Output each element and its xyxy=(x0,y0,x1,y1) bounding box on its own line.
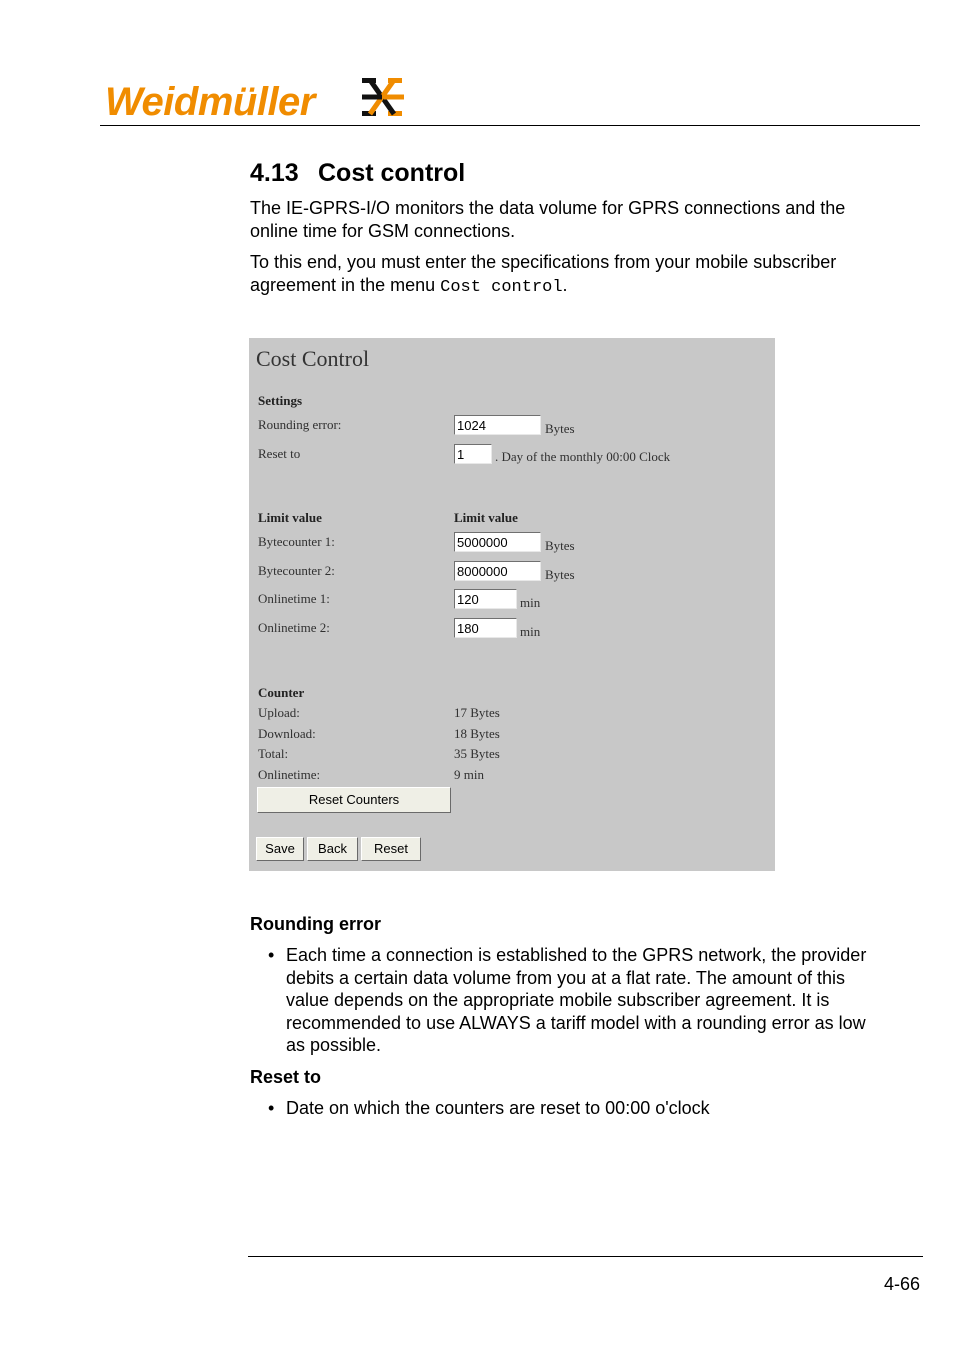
onlinetime-2-label: Onlinetime 2: xyxy=(258,620,330,635)
header-divider xyxy=(100,125,920,126)
bytecounter-2-unit: Bytes xyxy=(545,567,575,582)
onlinetime-2-input[interactable]: 180 xyxy=(454,618,517,638)
download-label: Download: xyxy=(258,726,316,741)
onlinetime-1-label: Onlinetime 1: xyxy=(258,591,330,606)
cost-control-panel xyxy=(249,338,775,871)
onlinetime-label: Onlinetime: xyxy=(258,767,321,782)
bytecounter-1-input[interactable]: 5000000 xyxy=(454,532,541,552)
section-number: 4.13 xyxy=(250,159,299,187)
bullet-dot-icon: • xyxy=(268,945,275,965)
menu-code: Cost control xyxy=(440,278,563,297)
bullet-dot-icon: • xyxy=(268,1098,275,1118)
rounding-error-text: Each time a connection is established to the GPRS network, the provider debits a certain data volume from you at a flat rate. The amount of this value depends on the appropriate mobile subscriber agreement. It is recommended to use ALWAYS a tariff model with a rounding error as low as possible. xyxy=(286,945,867,1055)
bytecounter-1-unit: Bytes xyxy=(545,538,575,553)
weidmuller-cross-logo-icon xyxy=(360,76,406,118)
reset-counters-button[interactable]: Reset Counters xyxy=(257,787,451,813)
reset-button[interactable]: Reset xyxy=(361,837,421,861)
section-heading xyxy=(250,158,465,188)
counter-heading: Counter xyxy=(258,685,305,700)
upload-label: Upload: xyxy=(258,705,300,720)
onlinetime-value: 9 min xyxy=(454,767,484,782)
reset-to-text: Date on which the counters are reset to 00:00 o'clock xyxy=(286,1098,710,1118)
save-button[interactable]: Save xyxy=(256,837,304,861)
reset-to-label: Reset to xyxy=(258,446,301,461)
limit-value-heading-left: Limit value xyxy=(258,510,322,525)
intro-paragraph-1: The IE-GPRS-I/O monitors the data volume for GPRS connections and the online time for GSM connections. xyxy=(250,198,846,241)
onlinetime-2-unit: min xyxy=(520,624,541,639)
intro-paragraph-2 xyxy=(250,251,870,299)
section-title: Cost control xyxy=(318,159,466,187)
onlinetime-1-unit: min xyxy=(520,595,541,610)
bytecounter-1-label: Bytecounter 1: xyxy=(258,534,335,549)
total-value: 35 Bytes xyxy=(454,746,500,761)
intro-2-text: To this end, you must enter the specifications from your mobile subscriber agreement in the menu xyxy=(250,252,837,295)
bytecounter-2-label: Bytecounter 2: xyxy=(258,563,335,578)
footer-divider xyxy=(248,1256,923,1257)
settings-heading: Settings xyxy=(258,393,303,408)
reset-day-input[interactable]: 1 xyxy=(454,444,492,464)
onlinetime-1-input[interactable]: 120 xyxy=(454,589,517,609)
rounding-error-label: Rounding error: xyxy=(258,417,342,432)
rounding-error-bullet xyxy=(268,944,868,1057)
reset-to-heading: Reset to xyxy=(250,1067,322,1087)
rounding-error-input[interactable]: 1024 xyxy=(454,415,541,435)
reset-to-bullet xyxy=(268,1097,868,1120)
bytecounter-2-input[interactable]: 8000000 xyxy=(454,561,541,581)
page-number: 4-66 xyxy=(884,1274,921,1294)
download-value: 18 Bytes xyxy=(454,726,500,741)
reset-day-suffix: . Day of the monthly 00:00 Clock xyxy=(495,449,671,464)
upload-value: 17 Bytes xyxy=(454,705,500,720)
panel-title: Cost Control xyxy=(256,346,370,371)
total-label: Total: xyxy=(258,746,289,761)
rounding-error-unit: Bytes xyxy=(545,421,575,436)
brand-logo-text: Weidmüller xyxy=(105,80,315,124)
rounding-error-heading: Rounding error xyxy=(250,914,381,934)
intro-2-suffix: . xyxy=(562,275,568,295)
limit-value-heading-right: Limit value xyxy=(454,510,518,525)
back-button[interactable]: Back xyxy=(307,837,358,861)
